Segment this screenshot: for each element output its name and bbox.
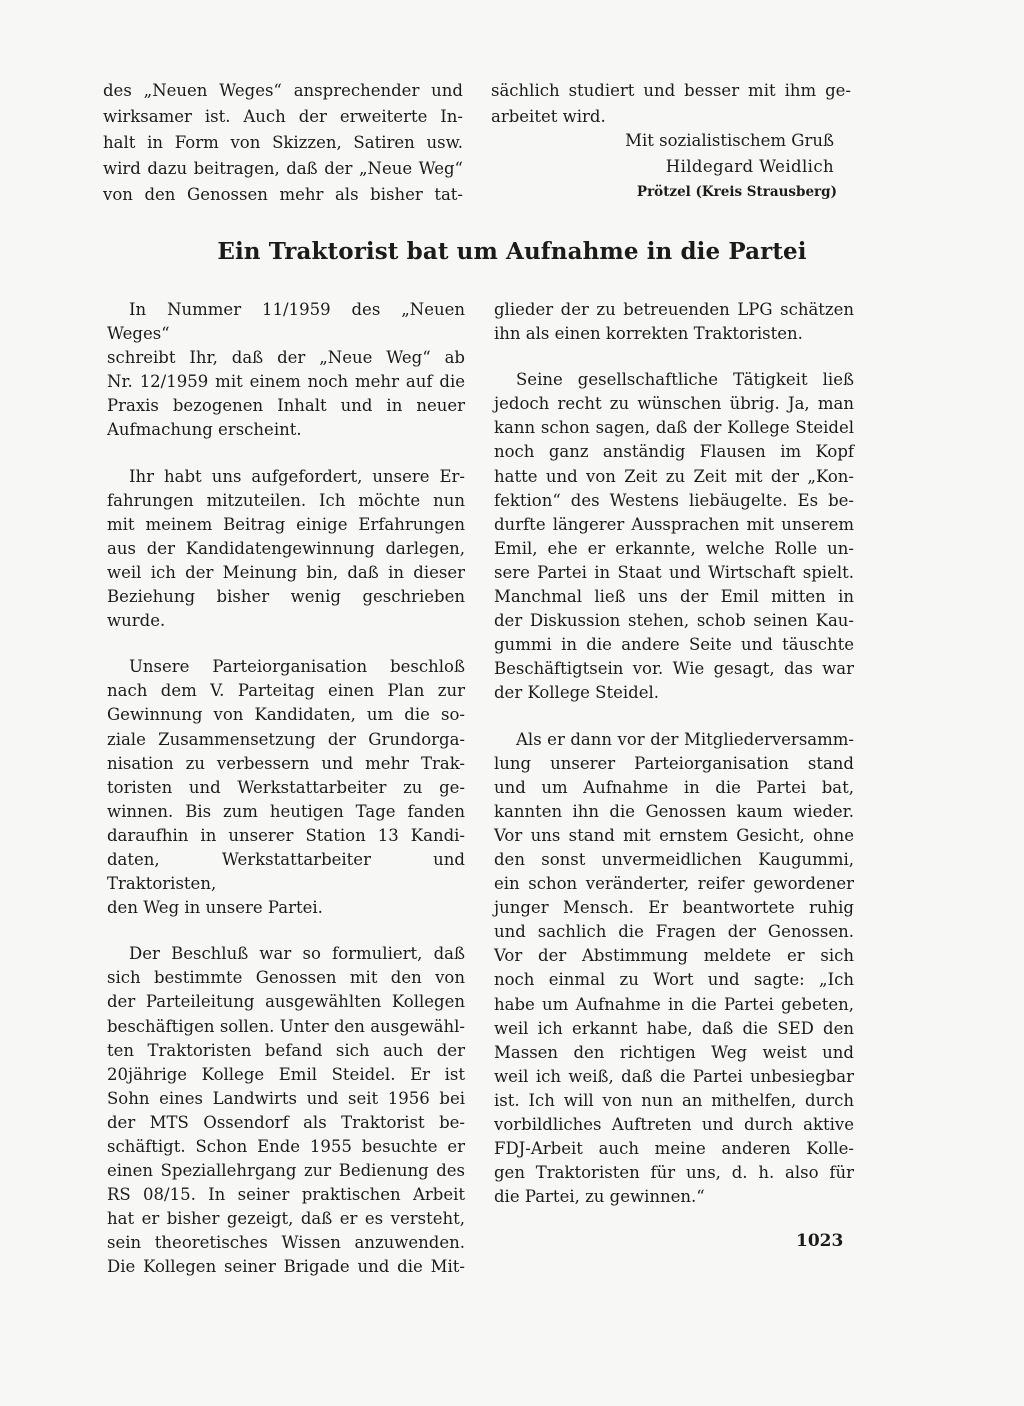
text-line: weil ich weiß, daß die Partei unbesiegbar xyxy=(494,1066,854,1086)
paragraph xyxy=(494,298,854,346)
text-line: den Weg in unsere Partei. xyxy=(107,898,323,918)
text-line: schreibt Ihr, daß der „Neue Weg“ ab xyxy=(107,348,465,368)
text-line: vorbildliches Auftreten und durch aktive xyxy=(494,1115,854,1134)
text-line: Massen den richtigen Weg weist und xyxy=(494,1042,854,1062)
text-line: die Partei, zu gewinnen.“ xyxy=(494,1187,705,1207)
text-line: habe um Aufnahme in die Partei gebeten, xyxy=(494,994,854,1014)
text-line: noch ganz anständig Flausen im Kopf xyxy=(494,442,854,462)
text-line: wurde. xyxy=(107,611,166,631)
paragraph-gap xyxy=(494,346,854,368)
letter-location: Prötzel (Kreis Strausberg) xyxy=(636,184,837,200)
text-line: beschäftigen sollen. Unter den ausgewähl- xyxy=(107,1016,465,1036)
text-line: einen Speziallehrgang zur Bedienung des xyxy=(107,1161,465,1181)
text-line: nach dem V. Parteitag einen Plan zur xyxy=(107,681,465,701)
text-line: winnen. Bis zum heutigen Tage fanden xyxy=(107,801,465,821)
text-line: kannten ihn die Genossen kaum wieder. xyxy=(494,801,854,821)
text-line: und sachlich die Fragen der Genossen. xyxy=(494,922,854,942)
text-line: fektion“ des Westens liebäugelte. Es be- xyxy=(494,490,854,510)
text-line: wird dazu beitragen, daß der „Neue Weg“ xyxy=(103,159,463,178)
text-line: schäftigt. Schon Ende 1955 besuchte er xyxy=(107,1137,465,1156)
text-line: Beziehung bisher wenig geschrieben xyxy=(107,587,465,607)
paragraph xyxy=(107,298,465,443)
paragraph xyxy=(107,465,465,634)
text-line: ein schon veränderter, reifer gewordener xyxy=(494,874,854,894)
text-line: In Nummer 11/1959 des „Neuen Weges“ xyxy=(107,300,465,344)
letter-closing: Mit sozialistischem Gruß xyxy=(625,131,834,150)
paragraph-gap xyxy=(107,920,465,942)
text-line: Als er dann vor der Mitgliederversamm- xyxy=(516,729,854,749)
text-line: halt in Form von Skizzen, Satiren usw. xyxy=(103,133,463,152)
text-line: gummi in die andere Seite und täuschte xyxy=(494,635,854,655)
text-line: Seine gesellschaftliche Tätigkeit ließ xyxy=(516,370,854,390)
text-line: gen Traktoristen für uns, d. h. also für xyxy=(494,1163,854,1183)
text-line: glieder der zu betreuenden LPG schätzen xyxy=(494,300,854,319)
text-line: fahrungen mitzuteilen. Ich möchte nun xyxy=(107,490,465,510)
text-line: sich bestimmte Genossen mit den von xyxy=(107,968,465,988)
text-line: ziale Zusammensetzung der Grundorga- xyxy=(107,729,465,749)
text-line: sächlich studiert und besser mit ihm ge- xyxy=(491,81,851,100)
paragraph-gap xyxy=(107,443,465,465)
text-line: weil ich der Meinung bin, daß in dieser xyxy=(107,562,465,582)
article-column-right xyxy=(494,298,854,1209)
text-line: 20jährige Kollege Emil Steidel. Er ist xyxy=(107,1064,465,1084)
text-line: noch einmal zu Wort und sagte: „Ich xyxy=(494,970,854,990)
text-line: Ihr habt uns aufgefordert, unsere Er- xyxy=(129,466,465,486)
text-line: nisation zu verbessern und mehr Trak- xyxy=(107,753,465,773)
text-line: Manchmal ließ uns der Emil mitten in xyxy=(494,587,854,607)
text-line: weil ich erkannt habe, daß die SED den xyxy=(494,1018,854,1038)
text-line: lung unserer Parteiorganisation stand xyxy=(494,753,854,773)
text-line: hatte und von Zeit zu Zeit mit der „Kon- xyxy=(494,466,854,486)
paragraph xyxy=(107,942,465,1279)
text-line: Vor der Abstimmung meldete er sich xyxy=(494,946,854,966)
text-line: Gewinnung von Kandidaten, um die so- xyxy=(107,705,465,725)
text-line: ihn als einen korrekten Traktoristen. xyxy=(494,324,803,344)
text-line: des „Neuen Weges“ ansprechender und xyxy=(103,81,463,100)
text-line: Die Kollegen seiner Brigade und die Mit- xyxy=(107,1257,465,1277)
paragraph xyxy=(494,728,854,1210)
text-line: der Kollege Steidel. xyxy=(494,683,659,703)
text-line: mit meinem Beitrag einige Erfahrungen xyxy=(107,514,465,534)
text-line: toristen und Werkstattarbeiter zu ge- xyxy=(107,777,465,797)
letter-continuation-left xyxy=(103,78,463,208)
text-line: aus der Kandidatengewinnung darlegen, xyxy=(107,538,465,558)
text-line: daten, Werkstattarbeiter und Traktoristen, xyxy=(107,849,465,894)
text-line: durfte längerer Aussprachen mit unserem xyxy=(494,514,854,534)
text-line: Emil, ehe er erkannte, welche Rolle un- xyxy=(494,538,854,558)
paragraph-gap xyxy=(494,706,854,728)
text-line: junger Mensch. Er beantwortete ruhig xyxy=(494,898,854,918)
text-line: Unsere Parteiorganisation beschloß xyxy=(129,657,465,677)
text-line: ist. Ich will von nun an mithelfen, durch xyxy=(494,1090,854,1110)
text-line: Nr. 12/1959 mit einem noch mehr auf die xyxy=(107,372,465,392)
article-column-left xyxy=(107,298,465,1280)
text-line: daraufhin in unserer Station 13 Kandi- xyxy=(107,825,465,845)
text-line: FDJ-Arbeit auch meine anderen Kolle- xyxy=(494,1139,854,1159)
text-line: arbeitet wird. xyxy=(491,107,606,126)
text-line: sein theoretisches Wissen anzuwenden. xyxy=(107,1233,465,1253)
text-line: der Diskussion stehen, schob seinen Kau- xyxy=(494,611,854,631)
text-line: RS 08/15. In seiner praktischen Arbeit xyxy=(107,1185,465,1205)
text-line: ten Traktoristen befand sich auch der xyxy=(107,1040,465,1060)
text-line: der MTS Ossendorf als Traktorist be- xyxy=(107,1112,465,1132)
text-line: den sonst unvermeidlichen Kaugummi, xyxy=(494,849,854,869)
article-title: Ein Traktorist bat um Aufnahme in die Partei xyxy=(217,238,807,265)
paragraph xyxy=(494,368,854,705)
paragraph-gap xyxy=(107,633,465,655)
text-line: wirksamer ist. Auch der erweiterte In- xyxy=(103,107,463,126)
text-line: Praxis bezogenen Inhalt und in neuer xyxy=(107,396,465,416)
text-line: hat er bisher gezeigt, daß er es versteht, xyxy=(107,1209,465,1229)
text-line: jedoch recht zu wünschen übrig. Ja, man xyxy=(494,394,854,414)
text-line: Aufmachung erscheint. xyxy=(107,420,302,440)
page-number: 1023 xyxy=(796,1231,844,1251)
text-line: Der Beschluß war so formuliert, daß xyxy=(129,944,465,964)
text-line: kann schon sagen, daß der Kollege Steidel xyxy=(494,418,854,438)
paragraph xyxy=(107,655,465,920)
text-line: und um Aufnahme in die Partei bat, xyxy=(494,777,854,797)
text-line: Sohn eines Landwirts und seit 1956 bei xyxy=(107,1088,465,1108)
text-line: von den Genossen mehr als bisher tat- xyxy=(103,185,463,204)
letter-continuation-right xyxy=(491,78,851,130)
letter-signature: Hildegard Weidlich xyxy=(665,157,834,176)
text-line: der Parteileitung ausgewählten Kollegen xyxy=(107,992,465,1012)
text-line: Vor uns stand mit ernstem Gesicht, ohne xyxy=(494,825,854,845)
text-line: Beschäftigtsein vor. Wie gesagt, das war xyxy=(494,659,854,679)
text-line: sere Partei in Staat und Wirtschaft spielt. xyxy=(494,562,854,582)
